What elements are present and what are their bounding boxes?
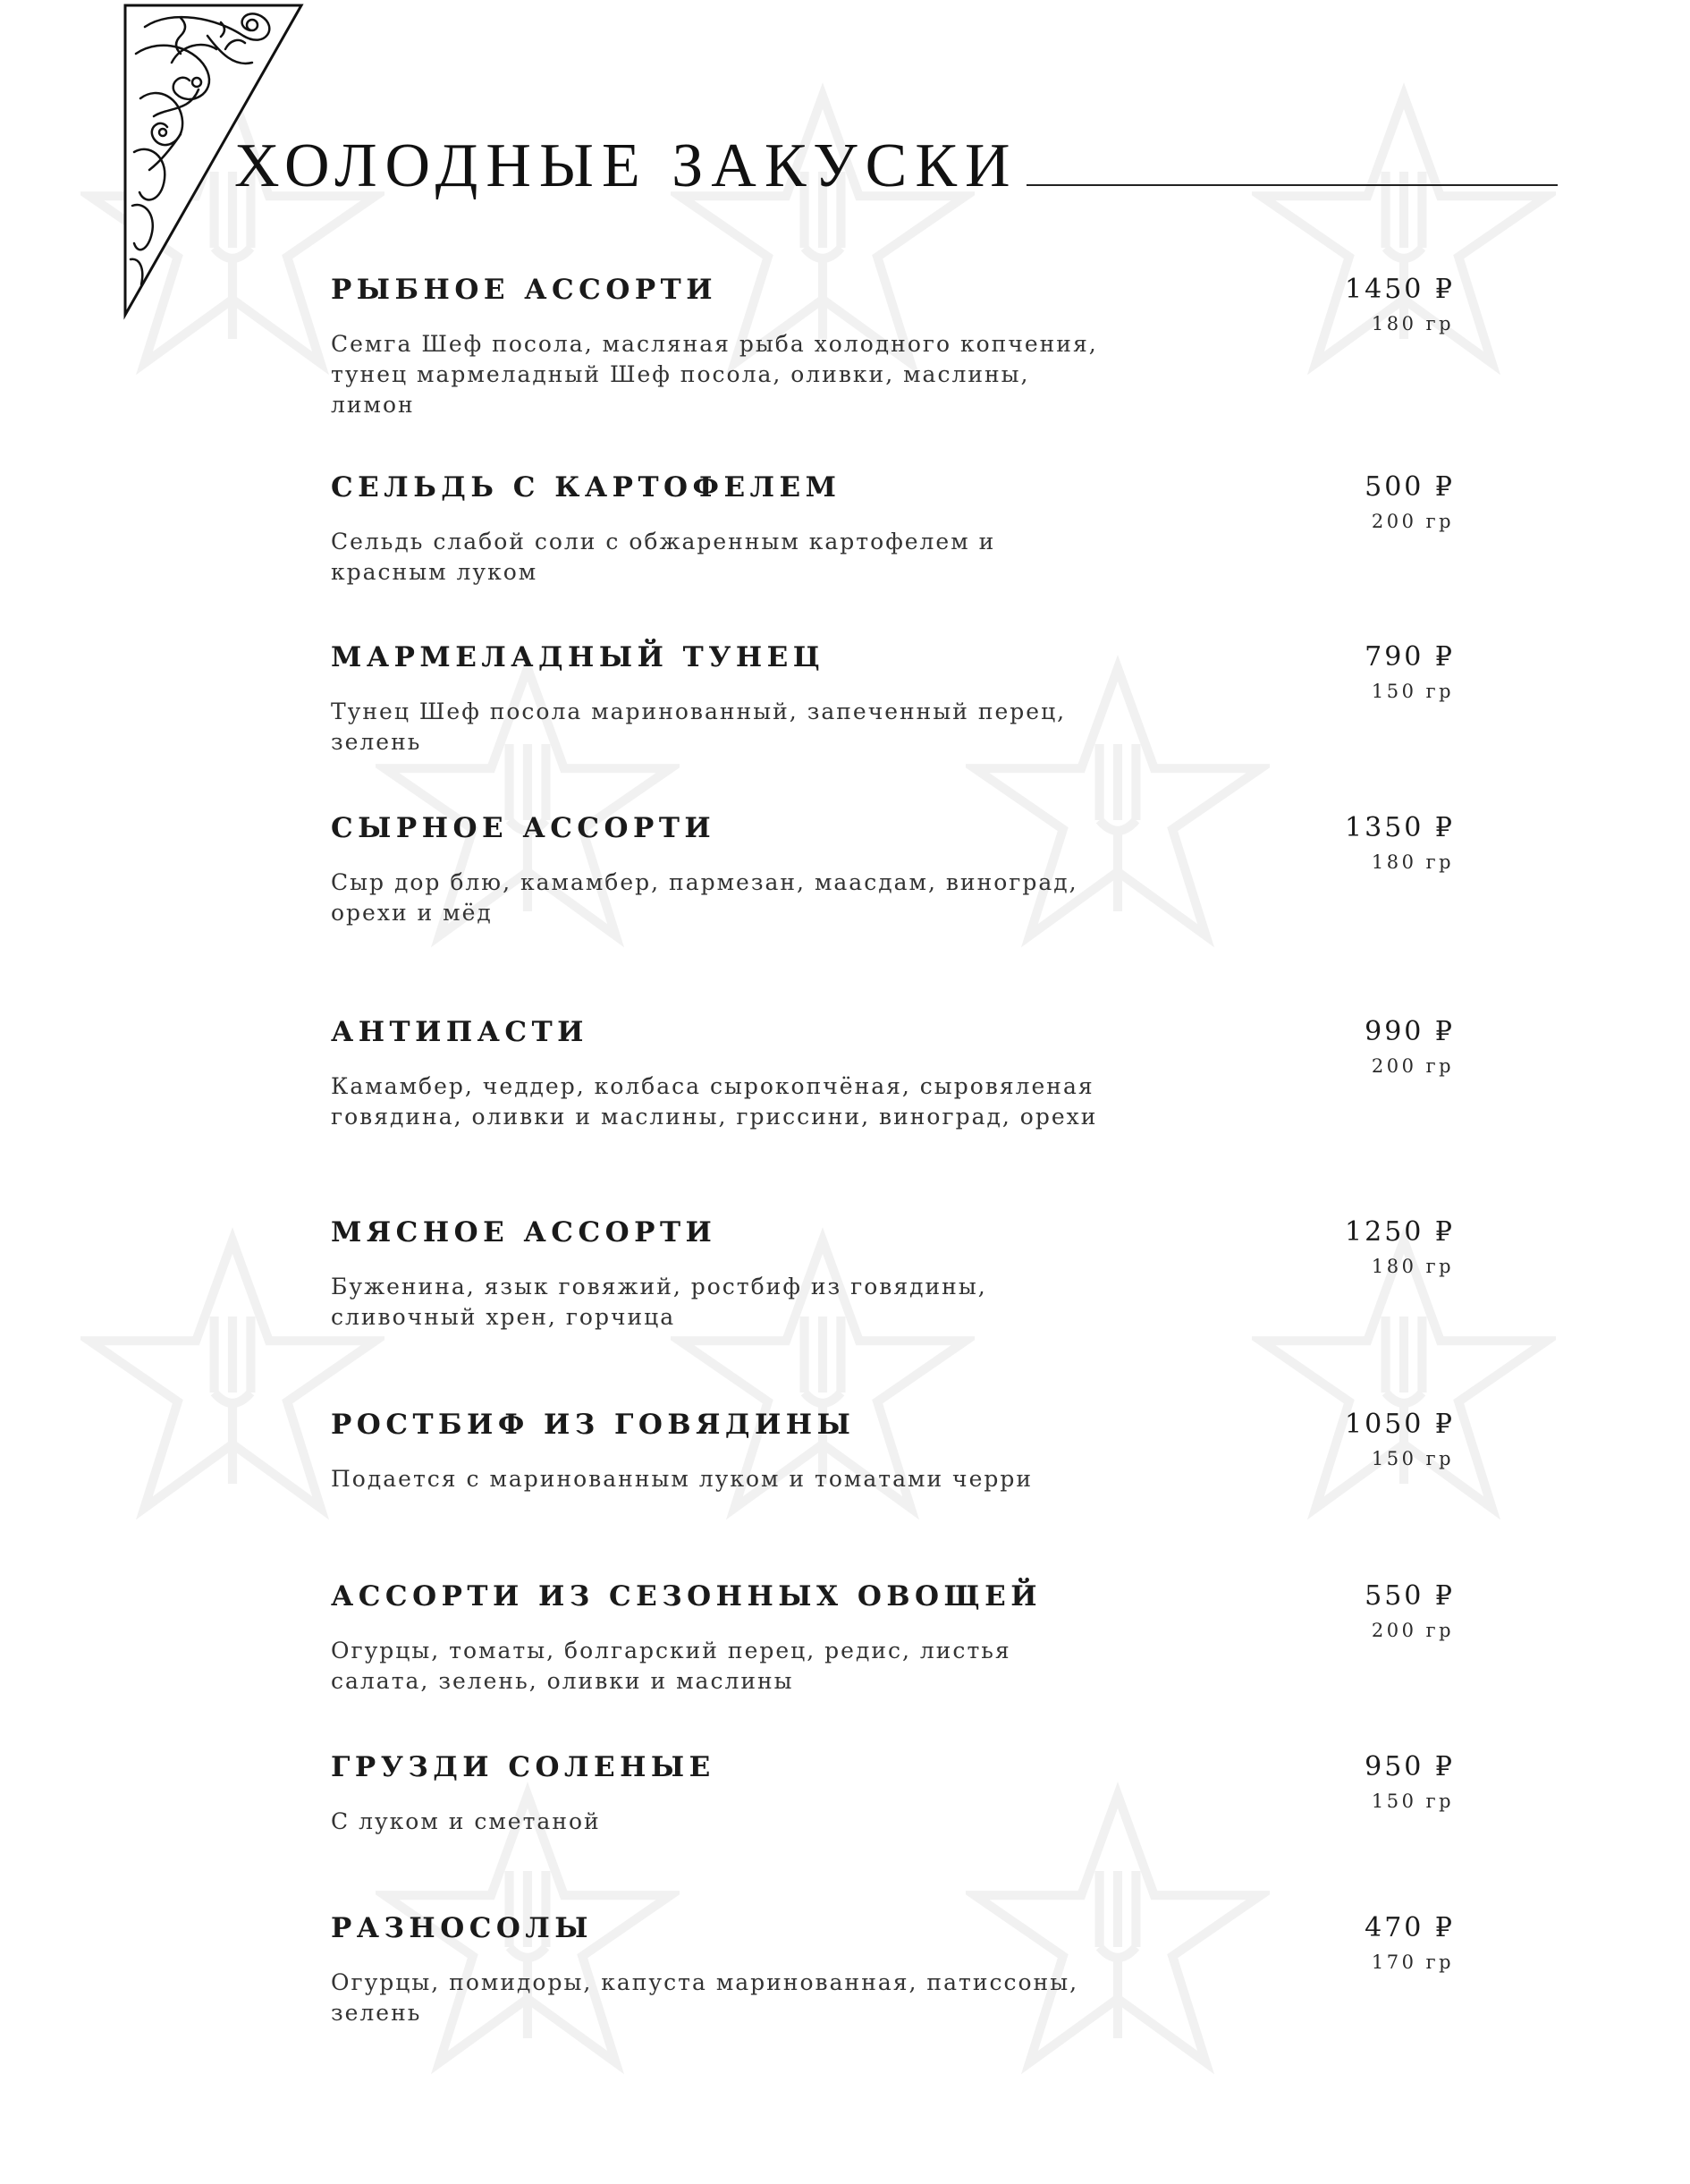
dish-name: СЫРНОЕ АССОРТИ — [331, 812, 716, 844]
dish-name: АССОРТИ ИЗ СЕЗОННЫХ ОВОЩЕЙ — [331, 1580, 1043, 1613]
dish-price: 1250 ₽ — [1345, 1216, 1455, 1248]
dish-price: 470 ₽ — [1365, 1912, 1455, 1943]
dish-weight: 170 гр — [1371, 1951, 1455, 1973]
page-title: ХОЛОДНЫЕ ЗАКУСКИ — [234, 131, 1018, 200]
dish-description: Огурцы, томаты, болгарский перец, редис, листья салата, зелень, оливки и маслины — [331, 1638, 1011, 1694]
dish-price: 500 ₽ — [1365, 471, 1455, 503]
dish-name: СЕЛЬДЬ С КАРТОФЕЛЕМ — [331, 471, 841, 504]
dish-description: Камамбер, чеддер, колбаса сырокопчёная, сыровяленая говядина, оливки и маслины, гриссини, виноград, орехи — [331, 1073, 1098, 1130]
dish-description: Тунец Шеф посола маринованный, запеченный перец, зелень — [331, 698, 1067, 755]
dish-weight: 150 гр — [1371, 1790, 1455, 1812]
watermark-fork-star-icon — [1252, 80, 1556, 385]
dish-price: 790 ₽ — [1365, 641, 1455, 673]
dish-name: РАЗНОСОЛЫ — [331, 1912, 594, 1944]
dish-price: 1450 ₽ — [1345, 274, 1455, 305]
dish-weight: 180 гр — [1371, 1256, 1455, 1277]
dish-price: 990 ₽ — [1365, 1016, 1455, 1047]
dish-weight: 180 гр — [1371, 313, 1455, 334]
dish-description: Семга Шеф посола, масляная рыба холодного копчения, тунец мармеладный Шеф посола, оливки, маслины, лимон — [331, 331, 1098, 418]
dish-name: РЫБНОЕ АССОРТИ — [331, 274, 718, 306]
dish-name: ГРУЗДИ СОЛЕНЫЕ — [331, 1751, 715, 1783]
dish-name: РОСТБИФ ИЗ ГОВЯДИНЫ — [331, 1409, 856, 1441]
dish-description: Сыр дор блю, камамбер, пармезан, маасдам, виноград, орехи и мёд — [331, 869, 1078, 926]
dish-weight: 150 гр — [1371, 681, 1455, 702]
dish-weight: 200 гр — [1371, 1055, 1455, 1077]
dish-price: 950 ₽ — [1365, 1751, 1455, 1782]
dish-weight: 200 гр — [1371, 511, 1455, 532]
dish-price: 550 ₽ — [1365, 1580, 1455, 1612]
dish-price: 1350 ₽ — [1345, 812, 1455, 843]
dish-price: 1050 ₽ — [1345, 1409, 1455, 1440]
dish-description: Подается с маринованным луком и томатами черри — [331, 1466, 1034, 1492]
dish-description: Сельдь слабой соли с обжаренным картофелем и красным луком — [331, 529, 996, 585]
title-divider — [1027, 184, 1558, 186]
dish-weight: 180 гр — [1371, 851, 1455, 873]
dish-description: С луком и сметаной — [331, 1808, 601, 1834]
dish-weight: 200 гр — [1371, 1620, 1455, 1641]
dish-description: Буженина, язык говяжий, ростбиф из говядины, сливочный хрен, горчица — [331, 1274, 987, 1330]
dish-weight: 150 гр — [1371, 1448, 1455, 1469]
dish-name: МАРМЕЛАДНЫЙ ТУНЕЦ — [331, 641, 825, 673]
dish-description: Огурцы, помидоры, капуста маринованная, патиссоны, зелень — [331, 1969, 1079, 2026]
dish-name: МЯСНОЕ АССОРТИ — [331, 1216, 717, 1249]
dish-name: АНТИПАСТИ — [331, 1016, 588, 1048]
